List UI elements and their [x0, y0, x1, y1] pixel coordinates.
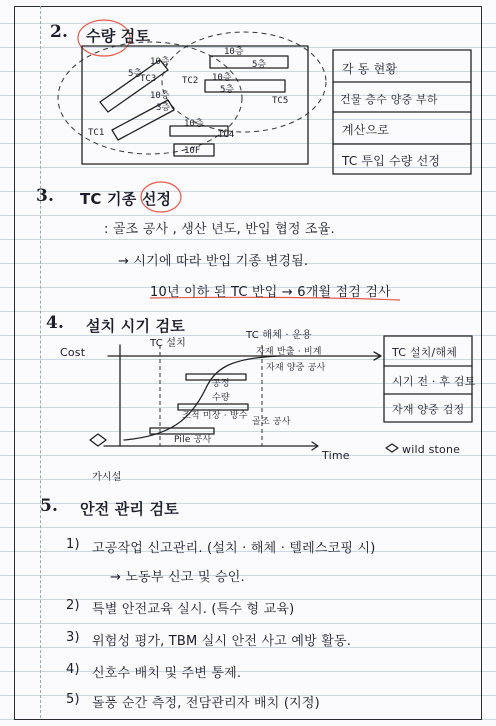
chart-label: 골조 공사 — [252, 417, 291, 427]
list-item: 위험성 평가, TBM 실시 안전 사고 예방 활동. — [92, 634, 352, 649]
chart-label: 자재 양중 공사 — [266, 363, 326, 373]
legend-label: wild stone — [402, 443, 461, 456]
list-item: 신호수 배치 및 주변 통제. — [92, 666, 242, 681]
chart-label: Pile 공사 — [174, 435, 212, 445]
tc-label: TC1 — [88, 128, 105, 138]
section-4-title: 설치 시기 검토 — [86, 317, 185, 335]
building-label: 10층 — [150, 57, 170, 67]
s3-line: → 시기에 따라 반입 기종 변경됨. — [118, 254, 309, 269]
s3-line: 10년 이하 된 TC 반입 → 6개월 점검 검사 — [150, 285, 391, 300]
section-4-number: 4. — [46, 313, 65, 333]
building-label: 10층 — [212, 73, 232, 83]
building-label: 10층 — [150, 91, 170, 101]
s3-line: : 골조 공사 , 생산 년도, 반입 협정 조율. — [104, 222, 335, 237]
review-line: TC 설치/해체 — [392, 346, 458, 359]
chart-label: 수량 — [212, 393, 230, 403]
review-line: 시기 전 · 후 검토 — [392, 375, 476, 388]
list-item-number: 3) — [66, 630, 80, 645]
star-icon — [386, 444, 398, 452]
building-label: 5층 — [220, 85, 235, 95]
summary-line: 건물 층수 양중 부하 — [340, 93, 438, 106]
building-block — [210, 56, 288, 68]
section-5-title: 안전 관리 검토 — [80, 500, 179, 518]
building-label: 10층 — [184, 119, 204, 129]
list-item-number: 1) — [66, 537, 80, 552]
y-axis-label: Cost — [60, 346, 86, 359]
building-label: 10층 — [224, 47, 244, 57]
summary-line: 각 동 현황 — [342, 62, 398, 76]
chart-label: TC 설치 — [150, 338, 187, 349]
list-item: 돌풍 순간 측정, 전담관리자 배치 (지정) — [92, 696, 320, 711]
tc-label: TC4 — [218, 130, 235, 140]
section-3-title: TC 기종 선정 — [80, 190, 172, 208]
section-2-title: 수량 검토 — [86, 27, 151, 45]
chart-label: 공정 — [212, 379, 230, 389]
building-label: 5층 — [252, 60, 267, 70]
star-icon — [90, 434, 106, 446]
section-2-number: 2. — [50, 22, 69, 42]
section-5-number: 5. — [40, 496, 59, 516]
list-item-number: 4) — [66, 662, 80, 677]
x-axis-start-label: 가시설 — [92, 472, 122, 483]
x-axis-label: Time — [322, 449, 350, 462]
building-label: 3층 — [156, 103, 171, 113]
chart-label: 조적 미장 · 방수 — [182, 411, 248, 421]
list-item-number: 2) — [66, 598, 80, 613]
summary-line: TC 투입 수량 선정 — [342, 154, 441, 168]
list-item: 특별 안전교육 실시. (특수 형 교육) — [92, 602, 295, 617]
chart-label: 자재 반출 · 비계 — [256, 347, 322, 357]
list-item: 고공작업 신고관리. (설치 · 해체 · 텔레스코핑 시) — [92, 541, 376, 556]
summary-line: 계산으로 — [342, 123, 390, 137]
building-label: 10F — [184, 146, 201, 156]
review-line: 자재 양중 검정 — [392, 403, 465, 416]
list-item-number: 5) — [66, 692, 80, 707]
building-label: 5층 — [128, 69, 143, 79]
chart-label: TC 해체 · 운용 — [246, 330, 312, 341]
tc-label: TC5 — [272, 96, 289, 106]
list-item: → 노동부 신고 및 승인. — [110, 570, 245, 585]
tc-label: TC2 — [182, 76, 199, 86]
section-3-number: 3. — [36, 186, 55, 206]
tc-label: TC3 — [140, 74, 157, 84]
